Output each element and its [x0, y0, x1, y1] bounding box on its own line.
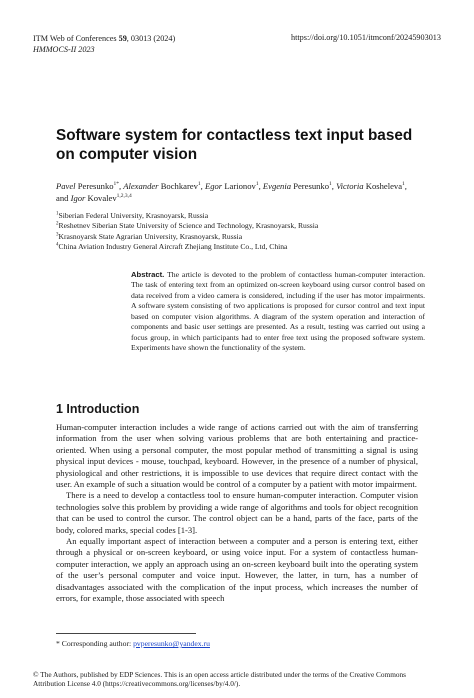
- running-header: [33, 33, 175, 55]
- affiliation: $^4$China Aviation Industry General Aircraft Zhejiang Institute Co., Ltd, China: [56, 242, 288, 252]
- section-heading: 1 Introduction: [56, 402, 140, 416]
- conference-short-name: HMMOCS-II 2023: [33, 45, 95, 54]
- paper-title: Software system for contactless text input based on computer vision: [56, 127, 413, 163]
- body-paragraph: There is a need to develop a contactless tool to ensure human-computer interaction. Computer vision technologies solve this problem by providing a wide range of algorithms and tools for object recognition that can be used to control the cursor. The control object can be a hand, parts of the face, parts of the body, colored marks, special codes [1-3].: [56, 490, 418, 535]
- license-line: © The Authors, published by EDP Sciences. This is an open access article distributed under the terms of the Creative Commons: [33, 670, 407, 679]
- affiliation: $^3$Krasnoyarsk State Agrarian University, Krasnoyarsk, Russia: [56, 231, 243, 241]
- abstract: [131, 270, 425, 354]
- license-footer: [33, 670, 443, 689]
- affiliation: $^1$Siberian Federal University, Krasnoyarsk, Russia: [56, 211, 209, 220]
- author-list: Pavel Peresunko$^{1*}$, Alexander Bochkarev$^1$, Egor Larionov$^1$, Evgenia Peresunko$^1$, Victoria Kosheleva$^1$, and Igor Kovalev$^{1,2,3,4}$: [56, 181, 407, 203]
- footnote: * Corresponding author: pvperesunko@yandex.ru: [56, 639, 210, 648]
- doi-link[interactable]: https://doi.org/10.1051/itmconf/20245903013: [291, 33, 441, 42]
- email-link[interactable]: pvperesunko@yandex.ru: [133, 639, 210, 648]
- footnote-divider: [56, 633, 196, 634]
- abstract-label: Abstract.: [131, 270, 165, 279]
- body-paragraph: An equally important aspect of interaction between a computer and a person is entering text, either through a physical or on-screen keyboard, or using voice input. For a system of contactless human-computer interaction, we apply an approach using an on-screen keyboard built into the operating system of the user’s personal computer and voice input. However, the latter, in turn, has a number of disadvantages associated with the complication of the input process, which increases the number of errors, for example, those associated with speech: [56, 536, 418, 604]
- affiliation-list: [56, 211, 436, 253]
- abstract-text: The article is devoted to the problem of contactless human-computer interaction. The task of entering text from an optimized on-screen keyboard using cursor control based on data received from a video camera is considered, including if the user has motor impairments. A software system consisting of two applications is proposed for cursor control and text input based on computer vision algorithms. A diagram of the system operation and interaction of components and basic user settings are presented. As a result, testing was carried out using a focus group, in which participants had to enter free text using the proposed software system. Experiments have shown the functionality of the system.: [131, 270, 425, 353]
- license-line: Attribution License 4.0 (https://creativecommons.org/licenses/by/4.0/).: [33, 679, 241, 689]
- body-paragraph: Human-computer interaction includes a wide range of actions carried out with the aim of transferring information from the user when solving various problems that are both entertaining and practice-oriented. When using a personal computer, the most popular method of transmitting a signal is using physical input devices - mouse, touchpad, keyboard. However, in the presence of a number of physical, physiological and other restrictions, it is impossible to use devices that require direct contact with the user. An example of such a situation would be control of a computer by a patient with motor impairment.: [56, 422, 418, 490]
- affiliation: $^2$Reshetnev Siberian State University of Science and Technology, Krasnoyarsk, Russia: [56, 221, 319, 231]
- journal-citation: ITM Web of Conferences 59, 03013 (2024): [33, 34, 176, 43]
- section-body: [56, 422, 418, 605]
